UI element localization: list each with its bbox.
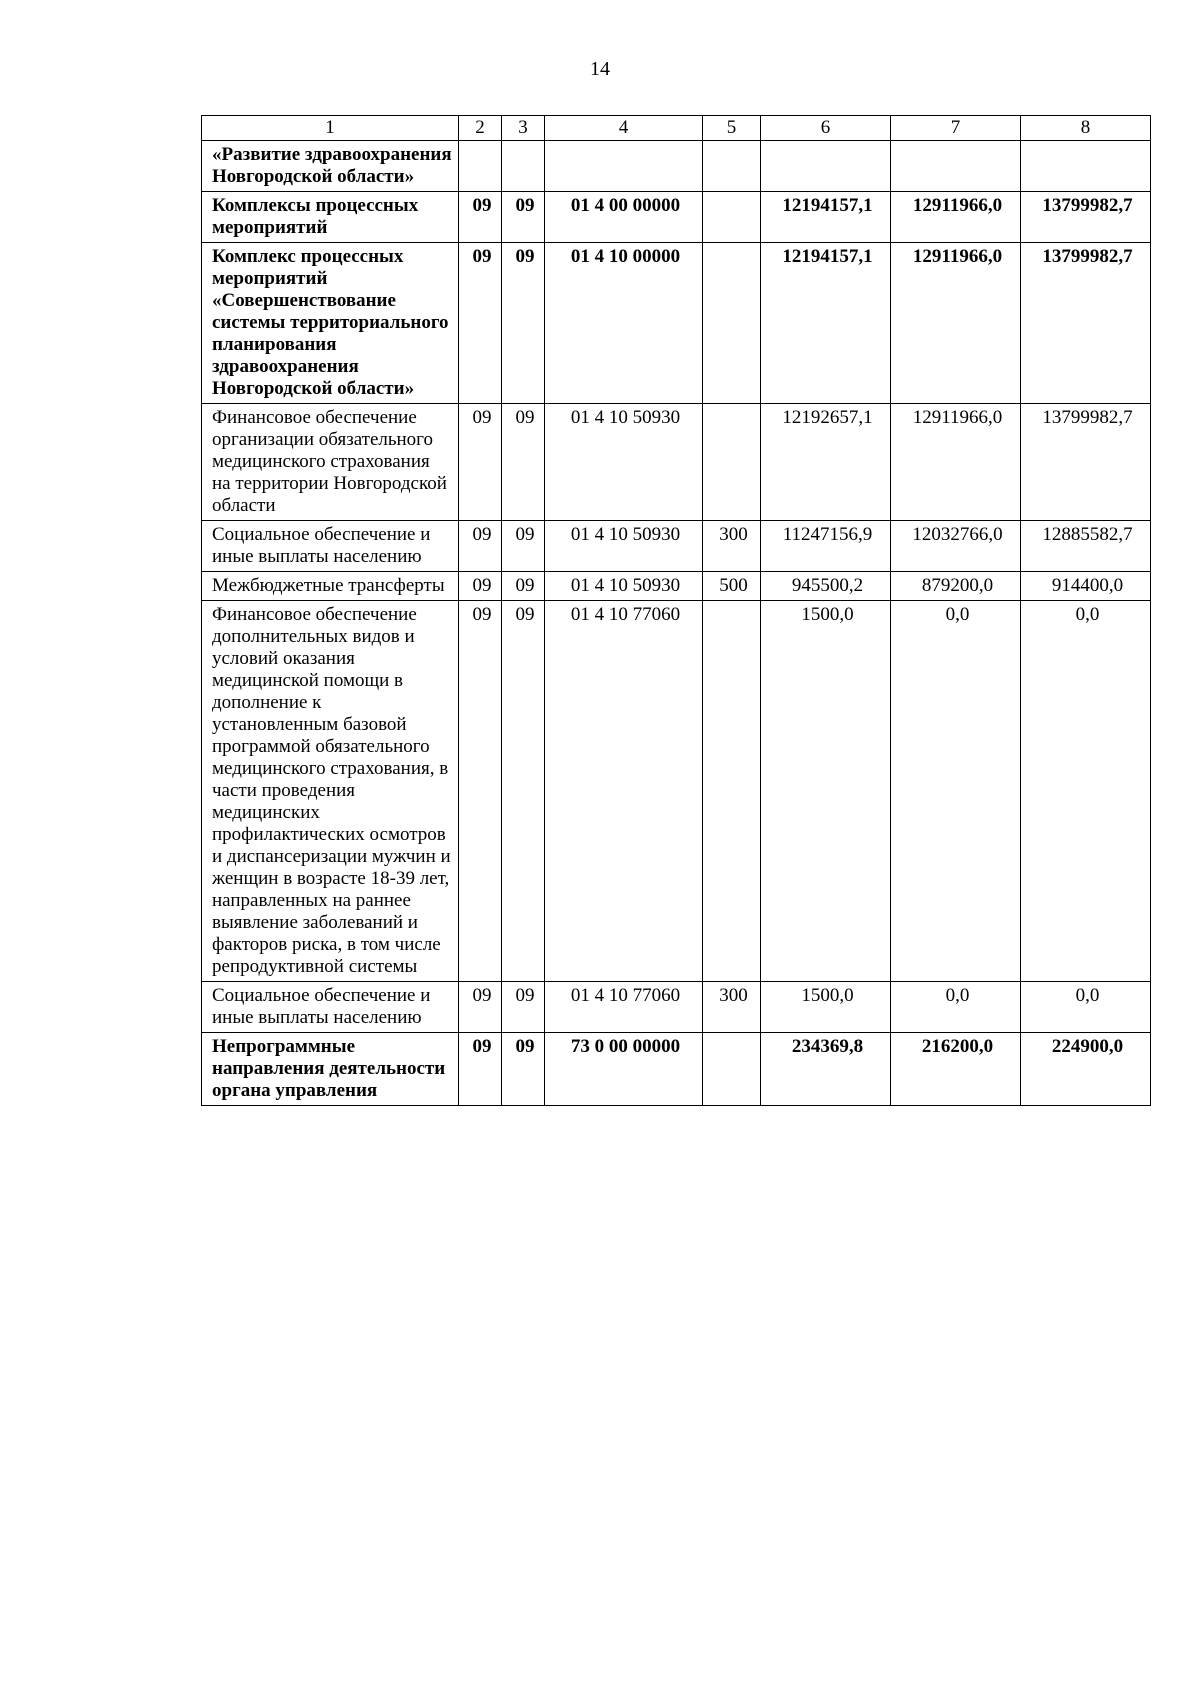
cell-section: 09 xyxy=(459,521,502,572)
cell-target-article: 73 0 00 00000 xyxy=(545,1033,703,1106)
table-body xyxy=(202,116,1151,1106)
cell-target-article: 01 4 00 00000 xyxy=(545,192,703,243)
table-row xyxy=(202,601,1151,982)
cell-expense-type xyxy=(703,1033,761,1106)
cell-subsection: 09 xyxy=(502,521,545,572)
cell-amount-col7: 879200,0 xyxy=(891,572,1021,601)
cell-amount-col6: 12192657,1 xyxy=(761,404,891,521)
cell-expense-type: 300 xyxy=(703,521,761,572)
cell-subsection: 09 xyxy=(502,1033,545,1106)
cell-amount-col6: 12194157,1 xyxy=(761,192,891,243)
column-header-5: 5 xyxy=(703,116,761,141)
cell-subsection: 09 xyxy=(502,243,545,404)
table-row xyxy=(202,982,1151,1033)
cell-section: 09 xyxy=(459,192,502,243)
table-row xyxy=(202,572,1151,601)
cell-target-article: 01 4 10 50930 xyxy=(545,521,703,572)
cell-amount-col8: 12885582,7 xyxy=(1021,521,1151,572)
cell-amount-col7 xyxy=(891,141,1021,192)
cell-amount-col7: 0,0 xyxy=(891,601,1021,982)
column-header-7: 7 xyxy=(891,116,1021,141)
table-row xyxy=(202,1033,1151,1106)
cell-expense-type xyxy=(703,601,761,982)
cell-amount-col8: 13799982,7 xyxy=(1021,243,1151,404)
row-name: Социальное обеспечение и иные выплаты населению xyxy=(202,982,459,1033)
cell-amount-col7: 12911966,0 xyxy=(891,404,1021,521)
column-header-3: 3 xyxy=(502,116,545,141)
cell-amount-col6: 11247156,9 xyxy=(761,521,891,572)
cell-section: 09 xyxy=(459,982,502,1033)
row-name: Финансовое обеспечение дополнительных видов и условий оказания медицинской помощи в дополнение к установленным базовой программой обязательного медицинского страхования, в части проведения медицинских профилактических осмотров и диспансеризации мужчин и женщин в возрасте 18-39 лет, направленных на раннее выявление заболеваний и факторов риска, в том числе репродуктивной системы xyxy=(202,601,459,982)
row-name: Межбюджетные трансферты xyxy=(202,572,459,601)
cell-amount-col7: 12911966,0 xyxy=(891,243,1021,404)
cell-amount-col8: 13799982,7 xyxy=(1021,404,1151,521)
budget-table xyxy=(201,115,1151,1106)
table-row xyxy=(202,243,1151,404)
cell-target-article xyxy=(545,141,703,192)
table-row xyxy=(202,404,1151,521)
cell-subsection: 09 xyxy=(502,192,545,243)
column-number-row xyxy=(202,116,1151,141)
cell-subsection: 09 xyxy=(502,572,545,601)
cell-amount-col7: 216200,0 xyxy=(891,1033,1021,1106)
row-name: Комплексы процессных мероприятий xyxy=(202,192,459,243)
cell-subsection xyxy=(502,141,545,192)
cell-target-article: 01 4 10 77060 xyxy=(545,601,703,982)
cell-amount-col6: 234369,8 xyxy=(761,1033,891,1106)
table-row xyxy=(202,192,1151,243)
cell-target-article: 01 4 10 77060 xyxy=(545,982,703,1033)
row-name: Финансовое обеспечение организации обязательного медицинского страхования на территории Новгородской области xyxy=(202,404,459,521)
cell-amount-col8: 0,0 xyxy=(1021,982,1151,1033)
cell-subsection: 09 xyxy=(502,601,545,982)
cell-section: 09 xyxy=(459,601,502,982)
cell-amount-col6: 12194157,1 xyxy=(761,243,891,404)
column-header-1: 1 xyxy=(202,116,459,141)
cell-amount-col8 xyxy=(1021,141,1151,192)
cell-section: 09 xyxy=(459,404,502,521)
cell-section: 09 xyxy=(459,572,502,601)
cell-expense-type xyxy=(703,404,761,521)
cell-amount-col6 xyxy=(761,141,891,192)
cell-amount-col7: 12032766,0 xyxy=(891,521,1021,572)
cell-section xyxy=(459,141,502,192)
table-row xyxy=(202,521,1151,572)
cell-expense-type xyxy=(703,192,761,243)
table-row xyxy=(202,141,1151,192)
cell-expense-type: 500 xyxy=(703,572,761,601)
cell-section: 09 xyxy=(459,243,502,404)
row-name: Комплекс процессных мероприятий «Совершенствование системы территориального планирования здравоохранения Новгородской области» xyxy=(202,243,459,404)
cell-amount-col6: 945500,2 xyxy=(761,572,891,601)
cell-expense-type xyxy=(703,141,761,192)
cell-subsection: 09 xyxy=(502,982,545,1033)
column-header-2: 2 xyxy=(459,116,502,141)
cell-expense-type: 300 xyxy=(703,982,761,1033)
cell-amount-col7: 12911966,0 xyxy=(891,192,1021,243)
cell-section: 09 xyxy=(459,1033,502,1106)
column-header-8: 8 xyxy=(1021,116,1151,141)
page-number: 14 xyxy=(590,58,610,80)
row-name: Непрограммные направления деятельности органа управления xyxy=(202,1033,459,1106)
row-name: Социальное обеспечение и иные выплаты населению xyxy=(202,521,459,572)
cell-amount-col7: 0,0 xyxy=(891,982,1021,1033)
cell-amount-col6: 1500,0 xyxy=(761,982,891,1033)
row-name: «Развитие здравоохранения Новгородской области» xyxy=(202,141,459,192)
cell-subsection: 09 xyxy=(502,404,545,521)
cell-amount-col8: 13799982,7 xyxy=(1021,192,1151,243)
cell-amount-col8: 224900,0 xyxy=(1021,1033,1151,1106)
cell-amount-col8: 0,0 xyxy=(1021,601,1151,982)
column-header-4: 4 xyxy=(545,116,703,141)
cell-target-article: 01 4 10 50930 xyxy=(545,572,703,601)
cell-target-article: 01 4 10 00000 xyxy=(545,243,703,404)
cell-amount-col6: 1500,0 xyxy=(761,601,891,982)
cell-amount-col8: 914400,0 xyxy=(1021,572,1151,601)
column-header-6: 6 xyxy=(761,116,891,141)
cell-expense-type xyxy=(703,243,761,404)
cell-target-article: 01 4 10 50930 xyxy=(545,404,703,521)
